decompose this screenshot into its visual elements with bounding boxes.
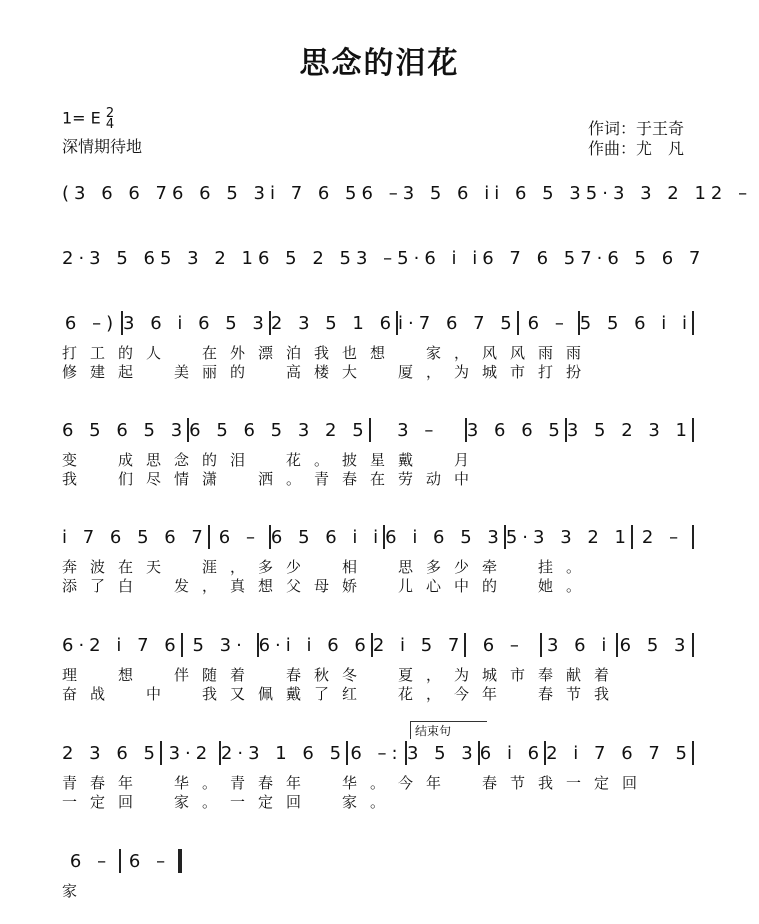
measure: 2·3 1 6 5 — [220, 742, 347, 764]
barline — [692, 741, 694, 765]
measure: 6 5 3 — [619, 634, 691, 656]
measure: 2 – — [710, 182, 753, 204]
measure: 2 i 5 7 — [372, 634, 465, 656]
tempo-marking: 深情期待地 — [62, 137, 143, 156]
measure: 5·3 3 2 1 — [505, 526, 631, 548]
barline — [692, 633, 694, 657]
lyric-line: 变 成思念的泪 花。披星戴 月 — [62, 451, 483, 469]
measure: 5 3 2 1 — [159, 247, 258, 269]
measure: 6 i 6 — [479, 742, 545, 764]
lyric-line: 青春年 华。青春年 华。今年 春节我一定回 — [62, 774, 651, 792]
measure: 6·2 i 7 6 — [62, 634, 181, 656]
composer-credit: 作曲：尤 凡 — [588, 139, 685, 158]
measure: 6 – — [482, 634, 524, 656]
time-signature — [106, 108, 114, 130]
time-bottom: 4 — [105, 117, 115, 132]
measure: 5 3· — [192, 634, 247, 656]
measure: 3·2 — [168, 742, 213, 764]
measure: 5·6 i i — [397, 247, 483, 269]
measure: 6 5 2 5 — [257, 247, 356, 269]
measure: i·7 6 7 5 — [398, 312, 517, 334]
measure: 6 – — [128, 850, 171, 872]
measure: 6 –) — [64, 312, 119, 334]
lyric-line: 理 想 伴随着 春秋冬 夏，为城市奉献着 — [62, 666, 623, 684]
measure: 3 5 2 3 1 — [566, 419, 692, 441]
measure: 3 5 3 — [406, 742, 478, 764]
lyric-line: 我 们尽情潇 洒。青春在劳动中 — [62, 470, 483, 488]
measure: i 7 6 5 6 7 — [62, 526, 208, 548]
measure: 3 – — [355, 247, 398, 269]
lyric-line: 奔波在天 涯，多少 相 思多少牵 挂。 — [62, 558, 595, 576]
measure: 6 i 6 5 3 — [385, 526, 504, 548]
measure: 5·3 3 2 1 — [585, 182, 711, 204]
measure: 6 5 6 i i — [270, 526, 384, 548]
measure: 6 –: — [350, 742, 403, 764]
final-lyric: 家 — [62, 882, 91, 900]
measure: i 6 5 3 — [494, 182, 586, 204]
final-barline — [178, 849, 182, 873]
measure: 6 7 6 5 — [482, 247, 581, 269]
measure: 6 6 5 3 — [172, 182, 270, 204]
measure: 2 3 6 5 — [62, 742, 160, 764]
key-signature — [62, 108, 114, 130]
barline — [692, 418, 694, 442]
measure: i 7 6 5 — [269, 182, 362, 204]
key-label: 1= E — [62, 108, 101, 128]
lyric-line: 添了白 发，真想父母娇 儿心中的 她。 — [62, 577, 595, 595]
measure: 3 6 6 5 — [466, 419, 565, 441]
page-title: 思念的泪花 — [299, 46, 460, 81]
lyric-line: 一定回 家。一定回 家。 — [62, 793, 399, 811]
measure: 2 i 7 6 7 5 — [546, 742, 692, 764]
measure: 7·6 5 6 7 — [580, 247, 706, 269]
measure: 6 – — [69, 850, 112, 872]
time-top: 2 — [105, 106, 115, 121]
lyricist-credit: 作词：于王奇 — [588, 119, 685, 138]
measure: 6 5 6 5 3 2 5 — [189, 419, 369, 441]
measure: 3 6 i 6 5 3 — [123, 312, 269, 334]
measure: 6·i i 6 6 — [258, 634, 371, 656]
barline — [692, 311, 694, 335]
measure: 2 3 5 1 6 — [270, 312, 397, 334]
measure: 6 – — [527, 312, 569, 334]
lyric-line: 奋战 中 我又佩戴了红 花，今年 春节我 — [62, 685, 623, 703]
measure: 3 6 i — [546, 634, 612, 656]
measure: 2 – — [641, 526, 684, 548]
measure: 6 – — [218, 526, 260, 548]
measure: 5 5 6 i i — [579, 312, 693, 334]
lyric-line: 修建起 美丽的 高楼大 厦，为城市打扮 — [62, 363, 595, 381]
measure: 6 5 6 5 3 — [62, 419, 188, 441]
measure: 6 – — [361, 182, 403, 204]
measure: 2·3 5 6 — [62, 247, 160, 269]
ending-label: 结束句 — [410, 721, 487, 739]
measure: (3 6 6 7 — [62, 182, 172, 204]
measure: 3 – — [397, 419, 439, 441]
barline — [692, 525, 694, 549]
lyric-line: 打工的人 在外漂泊我也想 家，风风雨雨 — [62, 344, 595, 362]
measure: 3 5 6 i — [402, 182, 495, 204]
